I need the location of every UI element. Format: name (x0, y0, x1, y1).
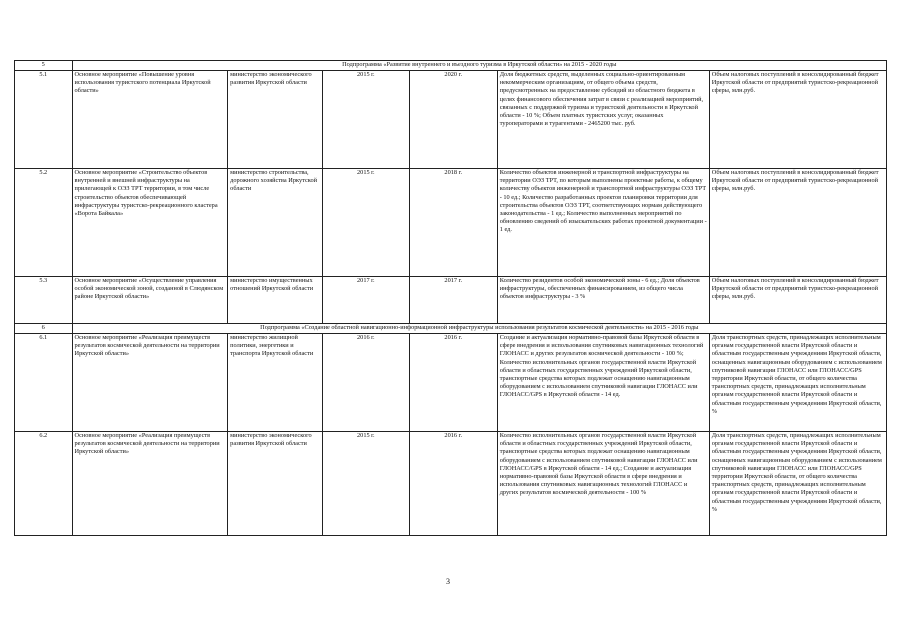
indicator: Создание и актуализация нормативно-правовой базы Иркутской области в сфере внедрения и использования спутниковых навигационных технологий ГЛОНАСС и других результатов космической деятельности - 100 %; Количество исполнительных органов государственной власти Иркутской области и областных государственных учреждений Иркутской области, транспортные средства которых подлежат оснащению навигационным оборудованием с использованием спутниковой навигации ГЛОНАСС или ГЛОНАСС/GPS в Иркутской области - 14 ед. (497, 334, 709, 432)
table-row (15, 169, 887, 277)
section-header-row (15, 61, 887, 71)
end-year: 2020 г. (409, 71, 497, 169)
indicator: Количество резидентов особой экономической зоны - 6 ед.; Доля объектов инфраструктуры, обеспеченных финансированием, из общего числа объектов инфраструктуры - 3 % (497, 277, 709, 324)
program-table (14, 60, 887, 536)
executor: министерство строительства, дорожного хозяйства Иркутской области (228, 169, 323, 277)
start-year: 2017 г. (322, 277, 409, 324)
executor: министерство экономического развития Иркутской области (228, 71, 323, 169)
table-row (15, 277, 887, 324)
indicator: Количество объектов инженерной и транспортной инфраструктуры на территории ОЭЗ ТРТ, по которым выполнены проектные работы, к общему количеству объектов инженерной и транспортной инфраструктуры ОЭЗ ТРТ - 10 ед.; Количество разработанных проектов планировки территории для строительства объектов ОЭЗ ТРТ, соответствующих нормам действующего законодательства - 1 ед.; Количество выполненных мероприятий по обновлению сведений об изыскательских работах проектной документации - 1 ед. (497, 169, 709, 277)
executor: министерство жилищной политики, энергетики и транспорта Иркутской области (228, 334, 323, 432)
executor: министерство имущественных отношений Иркутской области (228, 277, 323, 324)
start-year: 2015 г. (322, 169, 409, 277)
row-number: 5.1 (15, 71, 73, 169)
indicator: Доля бюджетных средств, выделенных социально-ориентированным некоммерческим организациям, от общего объема средств, предусмотренных на предоставление субсидий из областного бюджета в целях финансового обеспечения затрат в связи с реализацией мероприятий, связанных с поддержкой туризма и туристской деятельности в Иркутской области - 10 %; Объем платных туристских услуг, оказанных туроператорами и турагентами - 2465200 тыс. руб. (497, 71, 709, 169)
start-year: 2016 г. (322, 334, 409, 432)
activity-name: Основное мероприятие «Повышение уровня использования туристского потенциала Иркутской области» (72, 71, 228, 169)
section-number: 6 (15, 324, 73, 334)
result: Объем налоговых поступлений в консолидированный бюджет Иркутской области от предприятий туристско-рекреационной сферы, млн.руб. (709, 169, 886, 277)
row-number: 6.1 (15, 334, 73, 432)
end-year: 2018 г. (409, 169, 497, 277)
end-year: 2016 г. (409, 432, 497, 536)
result: Объем налоговых поступлений в консолидированный бюджет Иркутской области от предприятий туристско-рекреационной сферы, млн.руб. (709, 71, 886, 169)
executor: министерство экономического развития Иркутской области (228, 432, 323, 536)
result: Объем налоговых поступлений в консолидированный бюджет Иркутской области от предприятий туристско-рекреационной сферы, млн.руб. (709, 277, 886, 324)
page-number: 3 (446, 577, 450, 586)
indicator: Количество исполнительных органов государственной власти Иркутской области и областных государственных учреждений Иркутской области, транспортные средства которых подлежат оснащению навигационным оборудованием с использованием спутниковой навигации ГЛОНАСС или ГЛОНАСС/GPS в Иркутской области - 14 ед.; Создание и актуализация нормативно-правовой базы Иркутской области в сфере внедрения и использования спутниковых навигационных технологий ГЛОНАСС и других результатов космической деятельности - 100 % (497, 432, 709, 536)
result: Доля транспортных средств, принадлежащих исполнительным органам государственной власти Иркутской области и областным государственным учреждениям Иркутской области, оснащенных навигационным оборудованием с использованием спутниковой навигации ГЛОНАСС или ГЛОНАСС/GPS территории Иркутской области, от общего количества транспортных средств, принадлежащих исполнительным органам государственной власти Иркутской области и областным государственным учреждениям Иркутской области, % (709, 334, 886, 432)
activity-name: Основное мероприятие «Реализация преимуществ результатов космической деятельности на территории Иркутской области» (72, 334, 228, 432)
table-row (15, 334, 887, 432)
end-year: 2016 г. (409, 334, 497, 432)
row-number: 6.2 (15, 432, 73, 536)
section-header-row (15, 324, 887, 334)
row-number: 5.3 (15, 277, 73, 324)
row-number: 5.2 (15, 169, 73, 277)
end-year: 2017 г. (409, 277, 497, 324)
start-year: 2015 г. (322, 71, 409, 169)
table-row (15, 71, 887, 169)
activity-name: Основное мероприятие «Осуществление управления особой экономической зоной, созданной в Слюдянском районе Иркутской области» (72, 277, 228, 324)
section-title: Подпрограмма «Развитие внутреннего и въездного туризма в Иркутской области» на 2015 - 2020 годы (72, 61, 886, 71)
result: Доля транспортных средств, принадлежащих исполнительным органам государственной власти Иркутской области и областным государственным учреждениям Иркутской области, оснащенных навигационным оборудованием с использованием спутниковой навигации ГЛОНАСС или ГЛОНАСС/GPS территории Иркутской области, от общего количества транспортных средств, принадлежащих исполнительным органам государственной власти Иркутской области и областным государственным учреждениям Иркутской области, % (709, 432, 886, 536)
section-title: Подпрограмма «Создание областной навигационно-информационной инфраструктуры использования результатов космической деятельности» на 2015 - 2016 годы (72, 324, 886, 334)
table-row (15, 432, 887, 536)
start-year: 2015 г. (322, 432, 409, 536)
activity-name: Основное мероприятие «Реализация преимуществ результатов космической деятельности на территории Иркутской области» (72, 432, 228, 536)
section-number: 5 (15, 61, 73, 71)
activity-name: Основное мероприятие «Строительство объектов внутренней и внешней инфраструктуры на прилегающей к ОЭЗ ТРТ территории, в том числе строительство объектов обеспечивающей инфраструктуры туристско-рекреационного кластера «Ворота Байкала» (72, 169, 228, 277)
